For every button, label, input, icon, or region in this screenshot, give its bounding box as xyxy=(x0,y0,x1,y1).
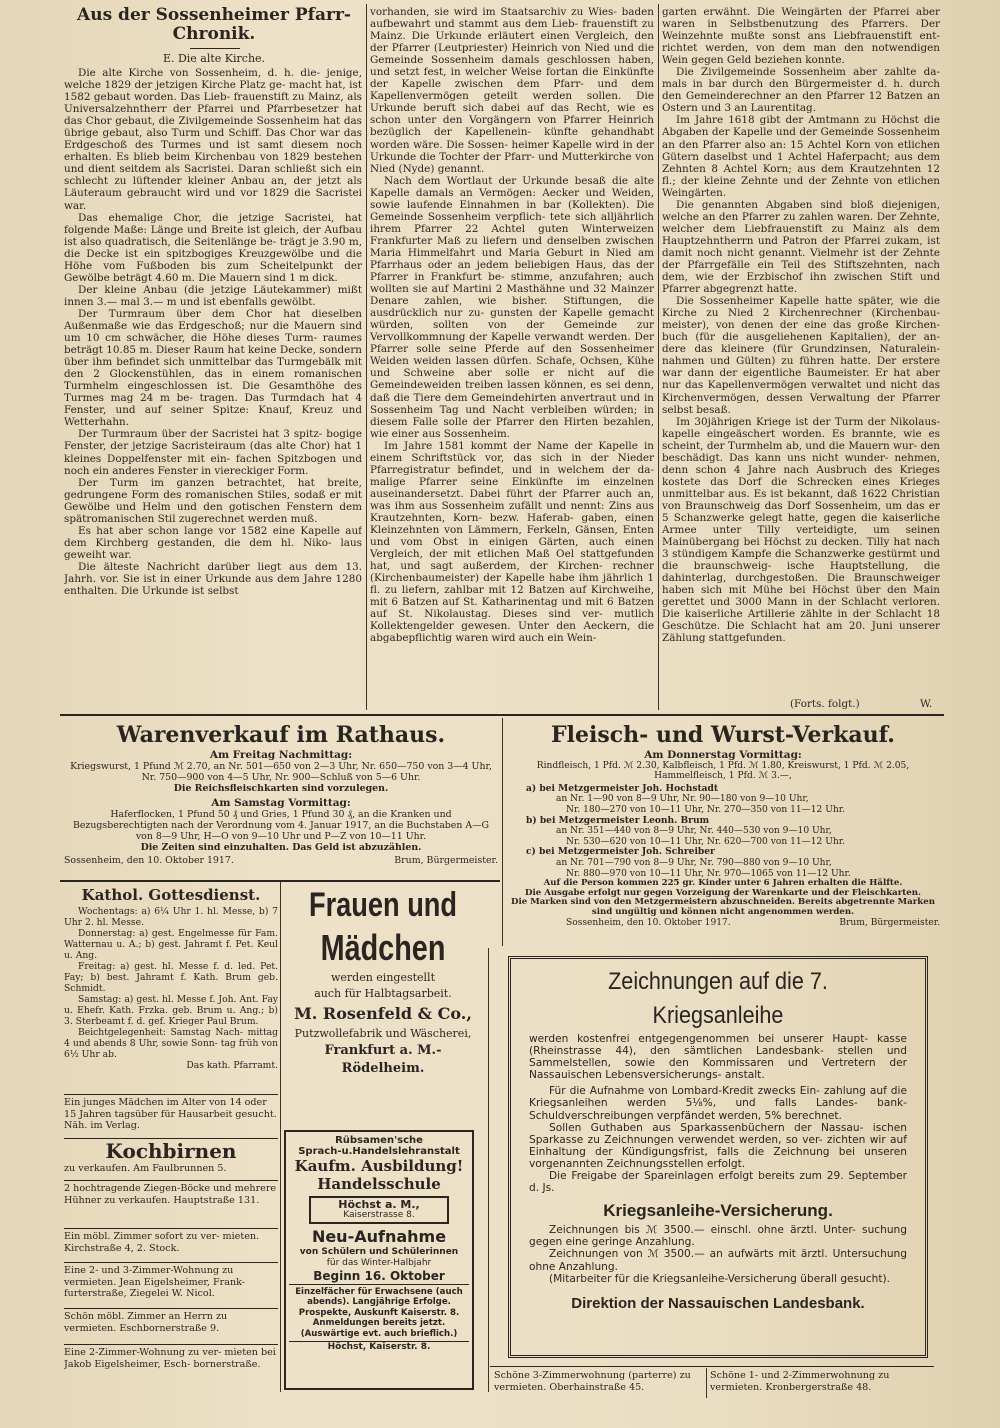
gottesdienst-line: Beichtgelegenheit: Samstag Nach- mittag 4 und abends 8 Uhr, sowie Sonn- tag früh von 6½ Uhr ab. xyxy=(64,1027,278,1060)
frauen-line1: Frauen und xyxy=(308,886,458,924)
fleisch-row: Nr. 180—270 von 10—11 Uhr, Nr. 270—350 von 11—12 Uhr. xyxy=(566,804,845,815)
small-ad-text: Eine 2-Zimmer-Wohnung zu ver- mieten bei Jakob Eigelsheimer, Esch- bornerstraße. xyxy=(64,1347,276,1370)
small-ad-zimmer xyxy=(64,1228,278,1261)
column-divider xyxy=(658,4,659,710)
chronik-column-2 xyxy=(370,6,654,710)
chronik-column-3 xyxy=(662,6,940,696)
fleisch-footer xyxy=(506,918,940,929)
frauen-line4: auch für Halbtagsarbeit. xyxy=(314,987,452,1000)
rathaus-text2b: Die Zeiten sind einzuhalten. Das Geld ist abzuzählen. xyxy=(140,842,422,853)
schule-line7: Neu-Aufnahme xyxy=(311,1227,447,1246)
kriegsanleihe-ad xyxy=(508,956,928,1358)
small-ad-text: Ein junges Mädchen im Alter von 14 oder 15 Jahren tagsüber für Hausarbeit gesucht. Näh. im Verlag. xyxy=(64,1097,277,1131)
small-ad-text: 2 hochtragende Ziegen-Böcke und mehrere Hühner zu verkaufen. Hauptstraße 131. xyxy=(64,1183,277,1206)
gottesdienst-sign: Das kath. Pfarramt. xyxy=(186,1060,278,1071)
fleisch-title: Fleisch- und Wurst-Verkauf. xyxy=(551,722,895,748)
handelsschule-ad xyxy=(284,1130,474,1390)
fleisch-shop-b: b) bei Metzgermeister Leonh. Brum xyxy=(526,814,710,826)
column-divider xyxy=(366,4,367,710)
kriegsanleihe-p5: Zeichnungen bis ℳ 3500.— einschl. ohne ärztl. Unter- suchung gegen eine geringe Anzahlung. xyxy=(529,1224,907,1249)
small-ad-2zimmer xyxy=(64,1344,278,1391)
gottesdienst-notice xyxy=(64,884,278,1090)
rathaus-text1: Kriegswurst, 1 Pfund ℳ 2.70, an Nr. 501—650 von 2—3 Uhr, Nr. 650—750 von 3—4 Uhr, Nr. 750—900 von 4—5 Uhr, Nr. 900—Schluß von 5—6 Uhr. xyxy=(70,761,492,783)
frauen-ad xyxy=(284,884,482,1124)
kriegsanleihe-p2: Für die Aufnahme von Lombard-Kredit zwecks Ein- zahlung auf die Kriegsanleihen werden 5⅛%, und falls Landes- bank-Schuldverschreibungen verpfändet werden, 5% berechnet. xyxy=(529,1085,907,1122)
small-ad-maedchen xyxy=(64,1094,278,1137)
rathaus-title: Warenverkauf im Rathaus. xyxy=(116,722,446,748)
fleisch-row: Nr. 530—620 von 10—11 Uhr, Nr. 620—700 von 11—12 Uhr. xyxy=(566,836,845,847)
schule-line4: Handelsschule xyxy=(317,1175,441,1193)
fleisch-row: an Nr. 701—790 von 8—9 Uhr, Nr. 790—880 von 9—10 Uhr, xyxy=(556,857,832,868)
ad-divider xyxy=(502,718,503,946)
small-ad-text: Ein möbl. Zimmer sofort zu ver- mieten. Kirchstraße 4, 2. Stock. xyxy=(64,1231,260,1254)
small-ad-kochbirnen xyxy=(64,1138,278,1179)
fleisch-day: Am Donnerstag Vormittag: xyxy=(644,749,802,761)
chronik-paragraph: Die alte Kirche von Sossenheim, d. h. die- jenige, welche 1829 der jetzigen Kirche Platz ge- macht hat, ist 1582 gebaut worden. Das Lieb- frauenstift zu Mainz, als Universalzehntherr der Pfarrei und Pfarrbesetzer hat das Chor gebaut, die Zivilgemeinde Sossenheim hat das übrige gebaut, also Turm und Schiff. Das Chor war das Erdgeschoß des Turmes und ist samt diesem noch erhalten. Es blieb beim Kirchenbau von 1829 bestehen und dient seitdem als Sacristei. Daran schließt sich ein schlecht zu lüftender kleiner Anbau an, der jetzt als Läuteraum gebraucht wird und vor 1829 die Sacristei war. xyxy=(64,67,362,212)
rathaus-day1: Am Freitag Nachmittag: xyxy=(209,749,353,761)
chronik-paragraph: Die Zivilgemeinde Sossenheim aber zahlte da- mals in bar durch den Bürgermeister d. h. durch den Gemeinderechner an den Pfarrer 12 Batzen an Ostern und 3 an Laurentitag. xyxy=(662,66,940,115)
chronik-column-1 xyxy=(64,67,362,709)
chronik-section-heading: E. Die alte Kirche. xyxy=(162,52,266,65)
continuation-note: (Forts. folgt.) xyxy=(790,698,860,710)
fleisch-note3: Die Marken sind von den Metzgermeistern abzuschneiden. Bereits abgetrennte Marken sind ungültig und können nicht angenommen werden. xyxy=(511,897,935,917)
kriegsanleihe-sub: Kriegsanleihe-Versicherung. xyxy=(603,1201,833,1221)
kriegsanleihe-sign: Direktion der Nassauischen Landesbank. xyxy=(571,1294,865,1312)
small-ad-text: Schön möbl. Zimmer an Herrn zu vermieten. Eschbornerstraße 9. xyxy=(64,1311,228,1334)
bottom-ad-left: Schöne 3-Zimmerwohnung (parterre) zu vermieten. Oberhainstraße 45. xyxy=(494,1370,691,1393)
chronik-title-line1: Aus der Sossenheimer Pfarr- xyxy=(77,5,351,25)
chronik-paragraph: vorhanden, sie wird im Staatsarchiv zu Wies- baden aufbewahrt und stammt aus dem Lieb- frauenstift zu Mainz. Die Urkunde erläutert einen Vergleich, den der Pfarrer (Leutpriester) Heinrich von Nied und die Gemeinde Sossenheim damals geschlossen haben, und setzt fest, in welcher Weise fortan die Einkünfte der Kapelle zwischen dem Pfarr- und dem Kapellenvermögen geteilt werden sollen. Die Urkunde beruft sich dabei auf das Recht, wie es schon unter den Vorgängern von Pfarrer Heinrich bezüglich der Kapellenein- künfte gehandhabt worden wäre. Die Sossen- heimer Kapelle wird in der Urkunde die Tochter der Pfarr- und Mutterkirche von Nied (Nyde) genannt. xyxy=(370,6,654,175)
rathaus-signer: Brum, Bürgermeister. xyxy=(394,855,498,866)
chronik-paragraph: Die Sossenheimer Kapelle hatte später, wie die Kirche zu Nied 2 Kirchenrechner (Kirchenbau- meister), von denen der eine das große Kirchen- buch (für die ausgeliehenen Kapitalien), der an- dere das kleinere (für Grundzinsen, Naturalein- nahmen und Gülten) zu führen hatte. Der erstere war dann der eigentliche Baumeister. Er hat aber nur das Kapellenvermögen verwaltet und nicht das Kirchenvermögen, dessen Verwaltung der Pfarrer selbst besaß. xyxy=(662,295,940,416)
chronik-paragraph: Nach dem Wortlaut der Urkunde besaß die alte Kapelle damals an Vermögen: Aecker und Weiden, sowie laufende Einnahmen in bar (Kollekten). Die Gemeinde Sossenheim verpflich- tete sich alljährlich ihrem Pfarrer 22 Achtel guten Winterweizen Frankfurter Maß zu liefern und denselben zwischen Maria Himmelfahrt und Maria Geburt in Nied am Pfarrhaus oder an jedem beliebigen Haus, das der Pfarrer in Frankfurt be- stimme, anzufahren; auch wollten sie auf Martini 2 Masthähne und 32 Mainzer Denare zahlen, wie bisher. Stiftungen, die ausdrücklich nur zu- gunsten der Kapelle gemacht würden, sollten von der Gemeinde zur Vervollkommnung der Kapelle verwandt werden. Der Pfarrer solle seine Pferde auf den Sossenheimer Weiden weiden lassen dürfen. Schafe, Ochsen, Kühe und Schweine aber solle er nicht auf die Gemeindeweiden treiben lassen können, es sei denn, daß die Tiere dem Gemeindehirten anvertraut und in Sossenheim Tag und Nacht verbleiben würden; in diesem Falle solle der Pfarrer den Hirten bezahlen, wie einer aus Sossenheim. xyxy=(370,174,654,440)
schule-line6: Kaiserstrasse 8. xyxy=(343,1210,415,1220)
fleisch-row: an Nr. 351—440 von 8—9 Uhr, Nr. 440—530 von 9—10 Uhr, xyxy=(556,826,832,837)
frauen-line6: Putzwollefabrik und Wäscherei, xyxy=(294,1027,472,1040)
kriegsanleihe-p1: werden kostenfrei entgegengenommen bei unserer Haupt- kasse (Rheinstrasse 44), den sämtlichen Landesbank- stellen und Sammelstellen, sowie den Kommissaren und Vertretern der Nassauischen Lebensversicherungs- anstalt. xyxy=(529,1033,907,1082)
frauen-line8: Rödelheim. xyxy=(341,1061,425,1076)
schule-line11: Einzelfächer für Erwachsene (auch abends). Langjährige Erfolge. Prospekte, Auskunft Kaiserstr. 8. Anmeldungen bereits jetzt. (Auswärtige evt. auch brieflich.) xyxy=(289,1284,469,1339)
fleisch-date: Sossenheim, den 10. Oktober 1917. xyxy=(566,917,731,928)
kriegsanleihe-p4: Die Freigabe der Spareinlagen erfolgt bereits zum 29. September d. Js. xyxy=(529,1170,907,1195)
frauen-line7: Frankfurt a. M.- xyxy=(324,1043,442,1058)
author-initial: W. xyxy=(920,698,933,710)
chronik-paragraph: Die genannten Abgaben sind bloß diejenigen, welche an den Pfarrer zu zahlen waren. Der Zehnte, welcher dem Liebfrauenstift zu Mainz als dem Hauptzehntherrn und Patron der Pfarrei zukam, ist damit noch nicht genannt. Vielmehr ist der Zehnte der Pfarrgefälle ein Teil des Stiftszehnten, nach dem, wie der Erzbischof ihn zwischen Stift und Pfarrer abgegrenzt hatte. xyxy=(662,198,940,296)
fleisch-note2: Die Ausgabe erfolgt nur gegen Vorzeigung der Warenkarte und der Fleischkarten. xyxy=(525,887,921,898)
chronik-paragraph: Im 30jährigen Kriege ist der Turm der Nikolaus- kapelle eingeäschert worden. Es brannte, wie es scheint, der Turmhelm ab, und die Mauern wur- den beschädigt. Das kann uns nicht wunder- nehmen, denn schon 4 Jahre nach Ausbruch des Krieges kostete das Dorf die Schrecken eines Krieges unmittelbar aus. Es ist bekannt, daß 1622 Christian von Braunschweig das Dorf Sossenheim, um das er 5 Schanzwerke gelegt hatte, gegen die kaiserliche Armee unter Tilly verteidigte, um seinen Mainübergang bei Höchst zu decken. Tilly hat nach 3 stündigem Kampfe die Schanzwerke gestürmt und die braunschweig- ische Hauptstellung, die dahinterlag, durchgestoßen. Die Braunschweiger haben sich mit Mühe bei Höchst über den Main gerettet und 3000 Mann in der Schlacht verloren. Die kaiserliche Artillerie zählte in der Schlacht 18 Geschütze. Die Schlacht hat am 20. Juni unserer Zählung stattgefunden. xyxy=(662,415,940,645)
title-underline xyxy=(190,48,240,49)
kriegsanleihe-p6: Zeichnungen von ℳ 3500.— an aufwärts mit ärztl. Untersuchung ohne Anzahlung. xyxy=(529,1248,907,1273)
rathaus-text1b: Die Reichsfleischkarten sind vorzulegen. xyxy=(173,783,389,794)
gottesdienst-title: Kathol. Gottesdienst. xyxy=(81,886,261,904)
fleisch-row: an Nr. 1—90 von 8—9 Uhr, Nr. 90—180 von 9—10 Uhr, xyxy=(556,794,809,805)
chronik-title xyxy=(64,6,364,44)
chronik-title-line2: Chronik. xyxy=(172,24,256,44)
fleisch-row: Nr. 880—970 von 10—11 Uhr, Nr. 970—1065 von 11—12 Uhr. xyxy=(566,868,851,879)
gottesdienst-line: Donnerstag: a) gest. Engelmesse für Fam. Watternau u. A.; b) gest. Jahramt f. Pet. Keul u. Ang. xyxy=(64,928,278,961)
fleisch-prices: Rindfleisch, 1 Pfd. ℳ 2.30, Kalbfleisch, 1 Pfd. ℳ 1.80, Kreiswurst, 1 Pfd. ℳ 2.05, Hammelfleisch, 1 Pfd. ℳ 3.—, xyxy=(536,760,910,782)
chronik-paragraph: Das ehemalige Chor, die jetzige Sacristei, hat folgende Maße: Länge und Breite ist gleich, der Aufbau ist also quadratisch, die Seitenlänge be- trägt je 3.90 m, die Decke ist ein spitzbogiges Kreuzgewölbe und die Höhe vom Fußboden bis zum Scheitelpunkt der Gewölbe beträgt 4.60 m. Die Mauern sind 1 m dick. xyxy=(64,211,362,284)
frauen-line5: M. Rosenfeld & Co., xyxy=(294,1004,472,1023)
schule-line2: Sprach-u.Handelslehranstalt xyxy=(298,1146,460,1157)
ad-divider xyxy=(488,948,489,1392)
chronik-paragraph: Der Turm im ganzen betrachtet, hat breite, gedrungene Form des romanischen Stiles, sodaß er mit Gewölbe und Helm und den gotischen Fenstern dem spätromanischen Stil zugerechnet werden muß. xyxy=(64,476,362,525)
schule-line8: von Schülern und Schülerinnen xyxy=(299,1247,459,1257)
fleisch-shop-a: a) bei Metzgermeister Joh. Hochstadt xyxy=(526,782,719,794)
rathaus-notice xyxy=(64,720,498,878)
small-ad-text: zu verkaufen. Am Faulbrunnen 5. xyxy=(64,1163,227,1174)
frauen-line2: Mädchen xyxy=(320,927,446,968)
schule-line12: Höchst, Kaiserstr. 8. xyxy=(289,1341,469,1353)
schule-line3: Kaufm. Ausbildung! xyxy=(294,1157,464,1175)
frauen-line3: werden eingestellt xyxy=(330,971,435,984)
fleisch-note1: Auf die Person kommen 225 gr. Kinder unter 6 Jahren erhalten die Hälfte. xyxy=(543,878,903,889)
fleisch-shop-c: c) bei Metzgermeister Joh. Schreiber xyxy=(526,846,715,858)
small-ad-text: Eine 2- und 3-Zimmer-Wohnung zu vermieten. Jean Eigelsheimer, Frank- furterstraße, Ziegelei W. Nicol. xyxy=(64,1265,246,1299)
gottesdienst-line: Samstag: a) gest. hl. Messe f. Joh. Ant. Fay u. Ehefr. Kath. Frzka. geb. Brum u. Ang.; b) 3. Sterbeamt f. d. gef. Krieger Paul Brum. xyxy=(64,994,278,1027)
gottesdienst-line: Wochentags: a) 6¼ Uhr 1. hl. Messe, b) 7 Uhr 2. hl. Messe. xyxy=(64,906,278,928)
chronik-paragraph: Der kleine Anbau (die jetzige Läutekammer) mißt innen 3.— mal 3.— m und ist ebenfalls gewölbt. xyxy=(64,283,362,308)
rathaus-date: Sossenheim, den 10. Oktober 1917. xyxy=(64,855,234,866)
section-separator xyxy=(60,714,944,716)
rathaus-footer xyxy=(64,855,498,866)
chronik-paragraph: Der Turmraum über dem Chor hat dieselben Außenmaße wie das Erdgeschoß; nur die Mauern sind um 10 cm schwächer, die Höhe dieses Turm- raumes beträgt 10.85 m. Dieser Raum hat keine Decke, sondern über ihm befindet sich unmittelbar das Turmgebälk mit den 2 Glockenstühlen, das in einem romanischen Turmhelm eingeschlossen ist. Die Gesamthöhe des Turmes mag 24 m be- tragen. Das Turmdach hat 4 Fenster, und auf seiner Spitze: Knauf, Kreuz und Wetterhahn. xyxy=(64,307,362,429)
ad-divider xyxy=(706,1368,707,1398)
rathaus-text2: Haferflocken, 1 Pfund 50 ₰ und Gries, 1 Pfund 30 ₰, an die Kranken und Bezugsberechtigten nach der Verordnung vom 4. Januar 1917, an die Buchstaben A—G von 8—9 Uhr, H—O von 9—10 Uhr und P—Z von 10—11 Uhr. xyxy=(72,809,489,842)
small-ad-ziegen xyxy=(64,1180,278,1227)
small-ad-moebl xyxy=(64,1308,278,1341)
chronik-paragraph: Der Turmraum über der Sacristei hat 3 spitz- bogige Fenster, der jetzige Sacristeiraum (das alte Chor) hat 1 kleines Doppelfenster mit ein- fachen Spitzbogen und noch ein anderes Fenster in viereckiger Form. xyxy=(64,428,362,477)
small-ad-title: Kochbirnen xyxy=(105,1139,237,1163)
schule-line1: Rübsamen'sche xyxy=(335,1135,423,1146)
gottesdienst-line: Freitag: a) gest. hl. Messe f. d. led. Pet. Fay; b) best. Jahramt f. Kath. Brum geb. Schmidt. xyxy=(64,961,278,994)
bottom-ad-right: Schöne 1- und 2-Zimmerwohnung zu vermieten. Kronbergerstraße 48. xyxy=(710,1370,890,1393)
chronik-paragraph: Im Jahre 1581 kommt der Name der Kapelle in einem Schriftstück vor, das sich in der Nieder Pfarregistratur befindet, und in welchem der da- malige Pfarrer seine Einkünfte im einzelnen auseinandersetzt. Dabei führt der Pfarrer auch an, was ihm aus Sossenheim zufällt und nennt: Zins aus Krautzehnten, Korn- bezw. Haferab- gaben, einen Kleinzehnten von Lämmern, Ferkeln, Gänsen, Enten und vom Obst in einigen Gärten, auch einen Vergleich, der mit etlichen Maß Oel stattgefunden hat, und sagt außerdem, der Kirchen- rechner (Kirchenbaumeister) der Kapelle habe ihm jährlich 1 fl. zu liefern, zahlbar mit 12 Batzen auf Kirchweihe, mit 6 Batzen auf St. Katharinentag und mit 6 Batzen auf St. Nikolaustag. Dieses sind ver- mutlich Kollektengelder gewesen. Unter den Aeckern, die abgabepflichtig waren wird auch ein Wein- xyxy=(370,439,654,645)
ad-divider xyxy=(280,882,281,1392)
kriegsanleihe-p7: (Mitarbeiter für die Kriegsanleihe-Versicherung überall gesucht). xyxy=(549,1272,890,1285)
bottom-separator xyxy=(490,1366,934,1367)
chronik-paragraph: Es hat aber schon lange vor 1582 eine Kapelle auf dem Kirchberg gestanden, die dem hl. Niko- laus geweiht war. xyxy=(64,524,362,561)
schule-line10: Beginn 16. Oktober xyxy=(313,1269,445,1283)
chronik-paragraph: Die älteste Nachricht darüber liegt aus dem 13. Jahrh. vor. Sie ist in einer Urkunde aus dem Jahre 1280 enthalten. Die Urkunde ist selbst xyxy=(64,560,362,598)
rathaus-day2: Am Samstag Vormittag: xyxy=(211,797,351,809)
fleisch-signer: Brum, Bürgermeister. xyxy=(839,917,940,928)
kriegsanleihe-title: Zeichnungen auf die 7. Kriegsanleihe xyxy=(608,968,828,1029)
fleisch-notice xyxy=(506,720,940,946)
schule-address-box xyxy=(309,1196,449,1224)
chronik-paragraph: Im Jahre 1618 gibt der Amtmann zu Höchst die Abgaben der Kapelle und der Gemeinde Sossenheim an den Pfarrer also an: 15 Achtel Korn von etlichen Gütern daselbst und 1 Achtel Haferpacht; aus dem Zehnten 8 Achtel Korn; aus dem Krautzehnten 12 fl.; der kleine Zehnte und der Zehnte von etlichen Weingärten. xyxy=(662,114,940,199)
schule-line5: Höchst a. M., xyxy=(338,1198,420,1211)
chronik-paragraph: garten erwähnt. Die Weingärten der Pfarrei aber waren in Selbstbenutzung des Pfarrers. Der Weinzehnte mußte sonst ans Liebfrauenstift ent- richtet werden, von dem man den notwendigen Wein gegen Geld beziehen konnte. xyxy=(662,6,940,67)
schule-line9: für das Winter-Halbjahr xyxy=(326,1258,432,1268)
kriegsanleihe-p3: Sollen Guthaben aus Sparkassenbüchern der Nassau- ischen Sparkasse zu Zeichnungen verwendet werden, so ver- zichten wir auf Einhaltung der Kündigungsfrist, falls die Zeichnung bei unseren vorgenannten Zeichnungsstellen erfolgt. xyxy=(529,1121,907,1170)
small-ad-wohnung xyxy=(64,1262,278,1305)
